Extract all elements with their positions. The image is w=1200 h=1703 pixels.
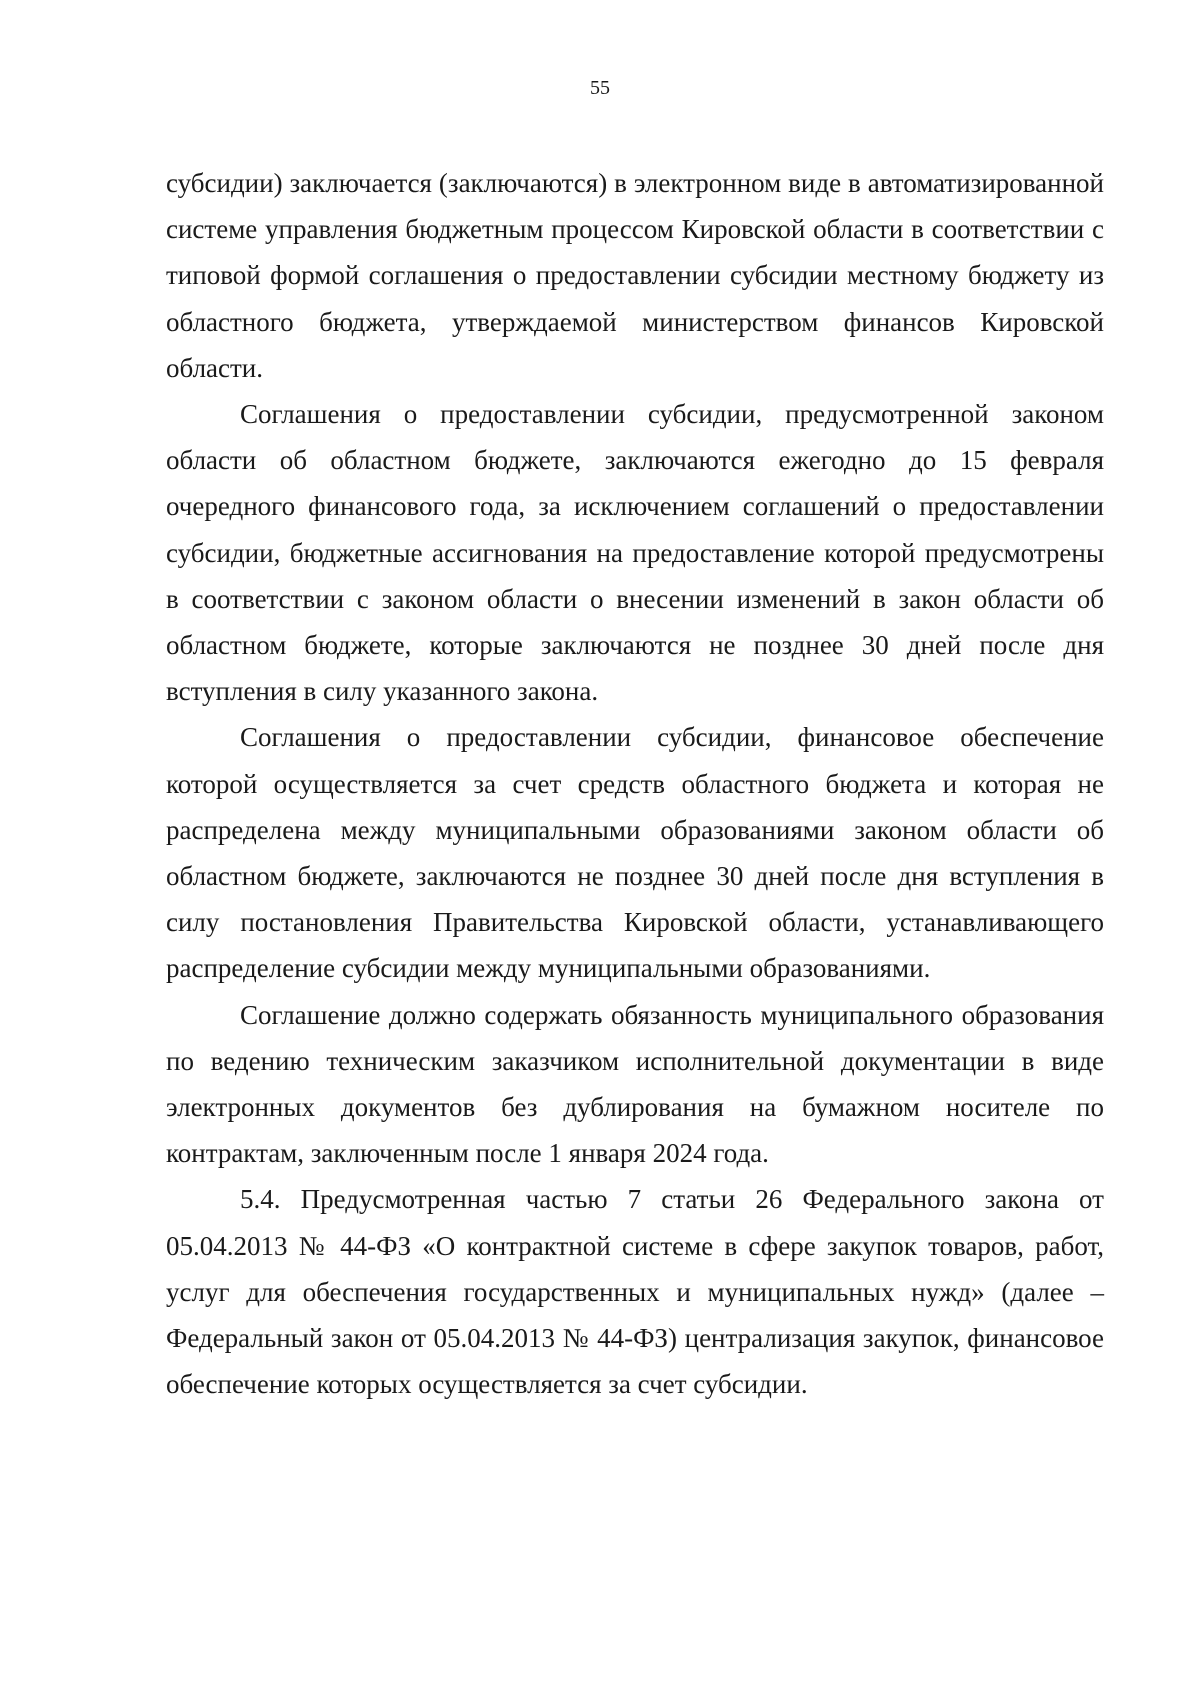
paragraph-agreement-deadline: Соглашения о предоставлении субсидии, предусмотренной законом области об областном бюджете, заключаются ежегодно до 15 февраля очередного финансового года, за исключением соглашений о предоставлении субсидии, бюджетные ассигнования на предоставление которой предусмотрены в соответствии с законом области о внесении изменений в закон области об областном бюджете, которые заключаются не позднее 30 дней после дня вступления в силу указанного закона. [166,399,1104,707]
page-number: 55 [590,77,610,99]
paragraph-technical-customer-obligation: Соглашение должно содержать обязанность муниципального образования по ведению техническим заказчиком исполнительной документации в виде электронных документов без дублирования на бумажном носителе по контрактам, заключенным после 1 января 2024 года. [166,999,1104,1169]
paragraph-undistributed-subsidy: Соглашения о предоставлении субсидии, финансовое обеспечение которой осуществляется за счет средств областного бюджета и которая не распределена между муниципальными образованиями законом области об областном бюджете, заключаются не позднее 30 дней после дня вступления в силу постановления Правительства Кировской области, устанавливающего распределение субсидии между муниципальными образованиями. [166,722,1104,984]
paragraph-section-5-4: 5.4. Предусмотренная частью 7 статьи 26 Федерального закона от 05.04.2013 № 44-ФЗ «О контрактной системе в сфере закупок товаров, работ, услуг для обеспечения государственных и муниципальных нужд» (далее – Федеральный закон от 05.04.2013 № 44-ФЗ) централизация закупок, финансовое обеспечение которых осуществляется за счет субсидии. [166,1184,1104,1400]
document-body [166,160,1104,1407]
paragraph-continuation: субсидии) заключается (заключаются) в электронном виде в автоматизированной системе управления бюджетным процессом Кировской области в соответствии с типовой формой соглашения о предоставлении субсидии местному бюджету из областного бюджета, утверждаемой министерством финансов Кировской области. [166,168,1104,383]
